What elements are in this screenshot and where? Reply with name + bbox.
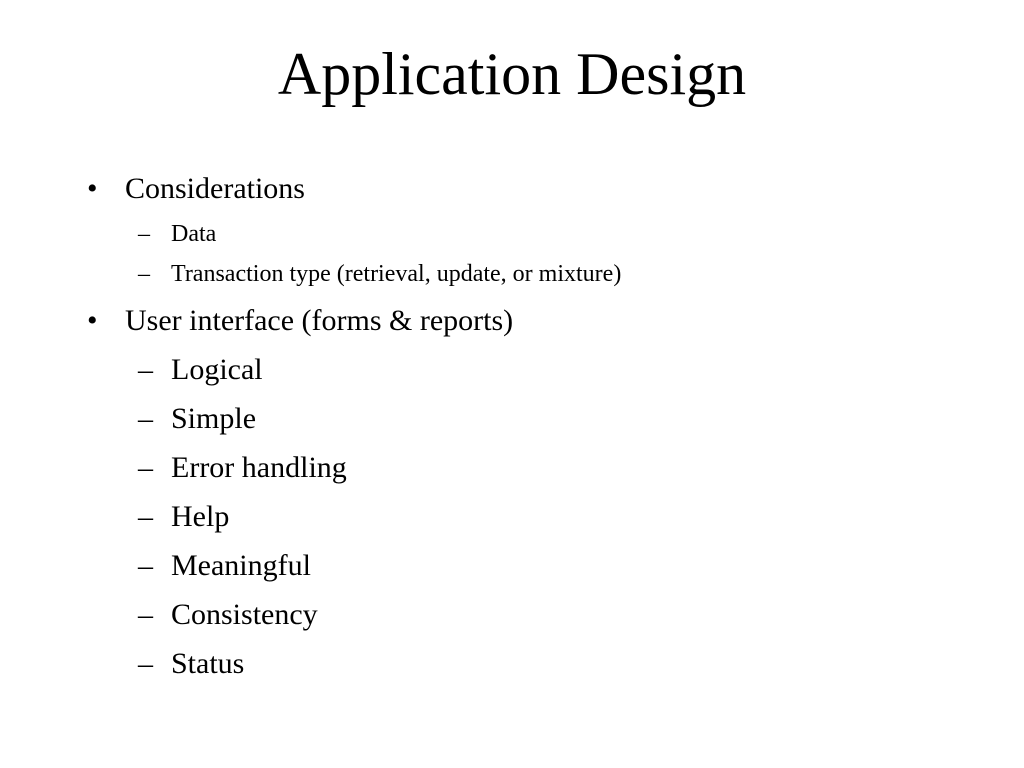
sub-item-meaningful xyxy=(138,549,311,583)
bullet-icon: • xyxy=(87,172,98,205)
bullet-considerations xyxy=(87,172,305,206)
sub-item-label: Consistency xyxy=(171,598,318,631)
bullet-label: Considerations xyxy=(125,172,305,205)
sub-item-label: Transaction type (retrieval, update, or mixture) xyxy=(171,261,622,287)
dash-icon: – xyxy=(138,221,150,247)
sub-item-logical xyxy=(138,353,263,387)
sub-item-status xyxy=(138,647,245,681)
dash-icon: – xyxy=(138,451,153,484)
sub-item-label: Meaningful xyxy=(171,549,311,582)
sub-item-consistency xyxy=(138,598,318,632)
sub-item-label: Status xyxy=(171,647,245,680)
sub-item-transaction-type xyxy=(138,260,622,288)
sub-item-error-handling xyxy=(138,451,347,485)
dash-icon: – xyxy=(138,500,153,533)
sub-item-label: Error handling xyxy=(171,451,347,484)
sub-item-label: Simple xyxy=(171,402,257,435)
bullet-label: User interface (forms & reports) xyxy=(125,304,514,337)
sub-item-data xyxy=(138,220,217,248)
sub-item-label: Help xyxy=(171,500,230,533)
dash-icon: – xyxy=(138,598,153,631)
dash-icon: – xyxy=(138,261,150,287)
slide-title: Application Design xyxy=(277,41,747,107)
sub-item-label: Logical xyxy=(171,353,263,386)
dash-icon: – xyxy=(138,353,153,386)
dash-icon: – xyxy=(138,549,153,582)
sub-item-label: Data xyxy=(171,221,217,247)
sub-item-help xyxy=(138,500,230,534)
dash-icon: – xyxy=(138,402,153,435)
bullet-user-interface xyxy=(87,304,514,338)
dash-icon: – xyxy=(138,647,153,680)
bullet-icon: • xyxy=(87,304,98,337)
sub-item-simple xyxy=(138,402,257,436)
